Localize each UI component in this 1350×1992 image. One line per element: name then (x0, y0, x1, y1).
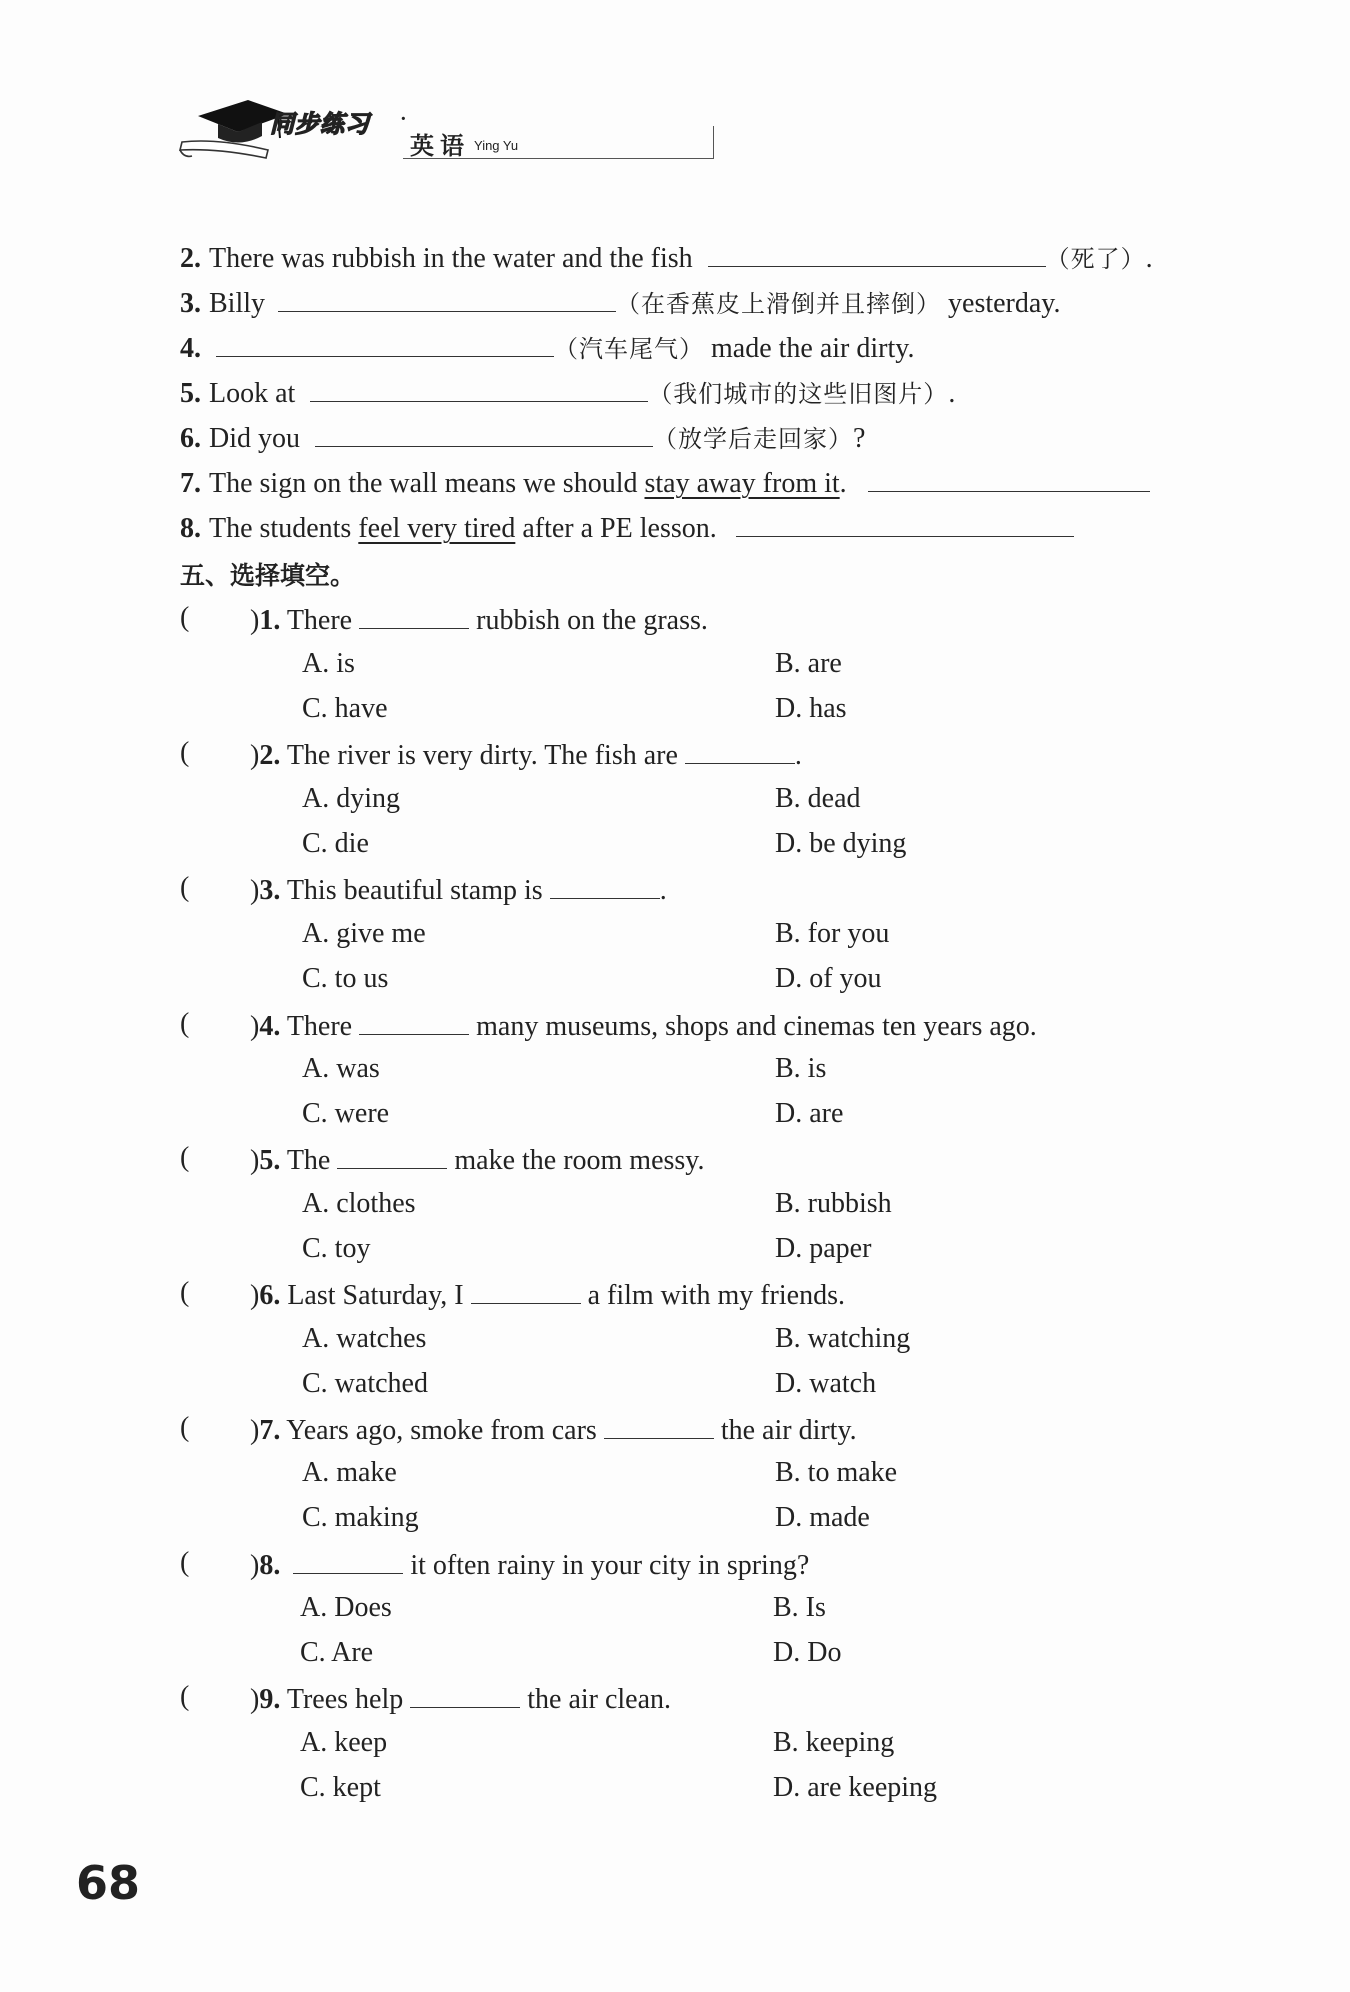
stem-text-end: the air clean. (527, 1684, 672, 1715)
option-d[interactable]: D. made (775, 1502, 870, 1533)
underlined-phrase: feel very tired (358, 513, 516, 544)
rewrite-item-8 (180, 510, 1074, 546)
item-number: 2. (180, 243, 201, 274)
stem-text: Trees help (286, 1684, 404, 1715)
chinese-hint: （我们城市的这些旧图片） (648, 380, 949, 408)
option-b[interactable]: B. Is (773, 1592, 826, 1623)
answer-paren-open[interactable]: ( (180, 1142, 190, 1173)
option-b[interactable]: B. is (775, 1053, 827, 1084)
question-stem (250, 1547, 809, 1583)
stem-text-end: a film with my friends. (587, 1280, 845, 1311)
stem-text-end: many museums, shops and cinemas ten years ago. (476, 1011, 1037, 1042)
item-text: There was rubbish in the water and the fish (209, 243, 693, 274)
option-c[interactable]: C. kept (300, 1772, 381, 1803)
stem-text: There (286, 1011, 353, 1042)
answer-paren-open[interactable]: ( (180, 1008, 190, 1039)
translation-item-2 (180, 240, 1153, 276)
answer-paren-close: ) (250, 1145, 260, 1176)
question-number: 5. (259, 1145, 281, 1176)
answer-blank[interactable] (337, 1142, 447, 1169)
question-number: 7. (259, 1415, 281, 1446)
subject-pinyin: Ying Yu (474, 138, 519, 153)
question-number: 6. (259, 1280, 281, 1311)
option-d[interactable]: D. be dying (775, 828, 907, 859)
option-a[interactable]: A. make (302, 1457, 397, 1488)
question-stem (250, 1412, 857, 1448)
option-c[interactable]: C. toy (302, 1233, 371, 1264)
answer-blank[interactable] (736, 510, 1074, 537)
page-number: 68 (76, 1856, 141, 1910)
item-text: The students (209, 513, 352, 544)
item-text-end: made the air dirty. (711, 333, 915, 364)
answer-paren-close: ) (250, 1011, 260, 1042)
option-a[interactable]: A. Does (300, 1592, 392, 1623)
answer-paren-close: ) (250, 740, 260, 771)
option-a[interactable]: A. is (302, 648, 355, 679)
answer-paren-close: ) (250, 875, 260, 906)
translation-item-5 (180, 375, 955, 411)
item-text: Billy (209, 288, 266, 319)
option-b[interactable]: B. watching (775, 1323, 911, 1354)
answer-paren-close: ) (250, 1415, 260, 1446)
question-stem (250, 1142, 705, 1178)
question-number: 3. (259, 875, 281, 906)
question-stem (250, 602, 708, 638)
stem-text: Years ago, smoke from cars (286, 1415, 597, 1446)
option-b[interactable]: B. to make (775, 1457, 898, 1488)
header-dot: · (400, 108, 407, 130)
stem-text: The river is very dirty. The fish are (286, 740, 678, 771)
stem-text-end: it often rainy in your city in spring? (410, 1550, 810, 1581)
option-d[interactable]: D. has (775, 693, 847, 724)
option-c[interactable]: C. watched (302, 1368, 428, 1399)
option-d[interactable]: D. paper (775, 1233, 872, 1264)
question-number: 8. (259, 1550, 281, 1581)
stem-text-end: make the room messy. (454, 1145, 705, 1176)
item-number: 6. (180, 423, 201, 454)
answer-paren-close: ) (250, 1280, 260, 1311)
option-a[interactable]: A. watches (302, 1323, 427, 1354)
stem-text: This beautiful stamp is (286, 875, 543, 906)
answer-blank[interactable] (550, 872, 660, 899)
answer-paren-close: ) (250, 605, 260, 636)
answer-blank[interactable] (868, 465, 1150, 492)
stem-text: The (286, 1145, 331, 1176)
option-b[interactable]: B. keeping (773, 1727, 895, 1758)
option-d[interactable]: D. of you (775, 963, 882, 994)
translation-item-4 (180, 330, 914, 366)
item-text: Did you (209, 423, 300, 454)
answer-blank[interactable] (310, 375, 648, 402)
subject-title: 英语 (410, 132, 470, 160)
answer-blank[interactable] (685, 737, 795, 764)
chinese-hint: （在香蕉皮上滑倒并且摔倒） (616, 290, 942, 318)
option-a[interactable]: A. keep (300, 1727, 388, 1758)
question-stem (250, 737, 802, 773)
answer-paren-open[interactable]: ( (180, 1547, 190, 1578)
item-text-end: yesterday. (948, 288, 1061, 319)
answer-blank[interactable] (278, 285, 616, 312)
option-d[interactable]: D. are (775, 1098, 844, 1129)
answer-blank[interactable] (410, 1681, 520, 1708)
item-text-end: ? (853, 423, 866, 454)
item-number: 3. (180, 288, 201, 319)
answer-blank[interactable] (359, 1008, 469, 1035)
item-number: 8. (180, 513, 201, 544)
option-c[interactable]: C. have (302, 693, 388, 724)
item-text-end: . (839, 468, 847, 499)
stem-text: Last Saturday, I (287, 1280, 464, 1311)
option-d[interactable]: D. watch (775, 1368, 877, 1399)
chinese-hint: （死了） (1045, 245, 1146, 273)
option-b[interactable]: B. dead (775, 783, 861, 814)
question-stem (250, 1681, 671, 1717)
option-c[interactable]: C. making (302, 1502, 419, 1533)
answer-paren-open[interactable]: ( (180, 737, 190, 768)
option-b[interactable]: B. are (775, 648, 842, 679)
answer-blank[interactable] (293, 1547, 403, 1574)
option-c[interactable]: C. Are (300, 1637, 374, 1668)
answer-paren-close: ) (250, 1684, 260, 1715)
question-number: 1. (259, 605, 281, 636)
stem-text-end: . (794, 740, 802, 771)
item-text-end: . (1145, 243, 1153, 274)
option-a[interactable]: A. dying (302, 783, 400, 814)
page-header (178, 98, 538, 168)
question-number: 9. (259, 1684, 281, 1715)
answer-blank[interactable] (216, 330, 554, 357)
stem-text-end: the air dirty. (720, 1415, 857, 1446)
rewrite-item-7 (180, 465, 1150, 501)
item-text: The sign on the wall means we should (209, 468, 638, 499)
question-stem (250, 1008, 1037, 1044)
answer-blank[interactable] (604, 1412, 714, 1439)
item-number: 5. (180, 378, 201, 409)
question-stem (250, 1277, 845, 1313)
chinese-hint: （汽车尾气） (554, 335, 704, 363)
option-c[interactable]: C. were (302, 1098, 390, 1129)
item-text-end: . (948, 378, 956, 409)
stem-text-end: . (659, 875, 667, 906)
answer-blank[interactable] (359, 602, 469, 629)
question-number: 4. (259, 1011, 281, 1042)
translation-item-3 (180, 285, 1060, 321)
underlined-phrase: stay away from it (644, 468, 840, 499)
option-a[interactable]: A. clothes (302, 1188, 416, 1219)
question-stem (250, 872, 667, 908)
option-a[interactable]: A. was (302, 1053, 380, 1084)
item-text: Look at (209, 378, 296, 409)
item-text-end: after a PE lesson. (522, 513, 717, 544)
option-b[interactable]: B. rubbish (775, 1188, 892, 1219)
answer-paren-open[interactable]: ( (180, 1681, 190, 1712)
question-number: 2. (259, 740, 281, 771)
option-d[interactable]: D. Do (773, 1637, 842, 1668)
answer-blank[interactable] (471, 1277, 581, 1304)
answer-paren-close: ) (250, 1550, 260, 1581)
stem-text-end: rubbish on the grass. (476, 605, 708, 636)
option-c[interactable]: C. die (302, 828, 369, 859)
translation-item-6 (180, 420, 865, 456)
answer-paren-open[interactable]: ( (180, 1412, 190, 1443)
answer-paren-open[interactable]: ( (180, 872, 190, 903)
option-b[interactable]: B. for you (775, 918, 890, 949)
option-d[interactable]: D. are keeping (773, 1772, 938, 1803)
answer-paren-open[interactable]: ( (180, 602, 190, 633)
item-number: 4. (180, 333, 201, 364)
series-title: 同步练习 (270, 110, 370, 138)
item-number: 7. (180, 468, 201, 499)
chinese-hint: （放学后走回家） (653, 425, 853, 453)
option-a[interactable]: A. give me (302, 918, 426, 949)
answer-blank[interactable] (708, 240, 1046, 267)
stem-text: There (286, 605, 353, 636)
option-c[interactable]: C. to us (302, 963, 389, 994)
answer-blank[interactable] (315, 420, 653, 447)
answer-paren-open[interactable]: ( (180, 1277, 190, 1308)
section-title: 五、选择填空。 (180, 561, 356, 590)
